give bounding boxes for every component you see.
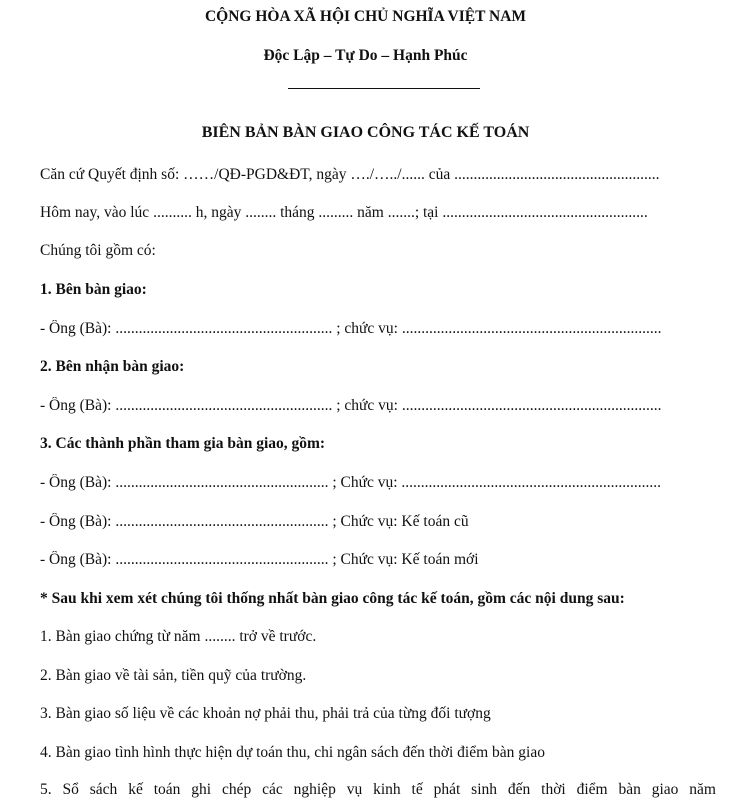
section-3-heading: 3. Các thành phần tham gia bàn giao, gồm: bbox=[40, 435, 326, 452]
handover-item-1: 1. Bàn giao chứng từ năm ........ trở về trước. bbox=[40, 628, 317, 645]
section-3-person-1: - Ông (Bà): ....................................................... ; Chức vụ: ................................................................... bbox=[40, 474, 662, 491]
section-1-person: - Ông (Bà): ........................................................ ; chức vụ: ................................................................... bbox=[40, 320, 662, 337]
handover-item-4: 4. Bàn giao tình hình thực hiện dự toán thu, chi ngân sách đến thời điểm bàn giao bbox=[40, 744, 545, 761]
motto-underline bbox=[288, 88, 480, 89]
handover-item-3: 3. Bàn giao số liệu về các khoản nợ phải thu, phải trả của từng đối tượng bbox=[40, 705, 491, 722]
section-2-person: - Ông (Bà): ........................................................ ; chức vụ: ................................................................... bbox=[40, 397, 662, 414]
handover-item-5: 5. Sổ sách kế toán ghi chép các nghiệp vụ kinh tế phát sinh đến thời điểm bàn giao năm bbox=[40, 781, 716, 798]
decision-basis-line: Căn cứ Quyết định số: ……/QĐ-PGD&ĐT, ngày …./…../...... của ..................................................... bbox=[40, 166, 660, 183]
national-title: CỘNG HÒA XÃ HỘI CHỦ NGHĨA VIỆT NAM bbox=[204, 8, 527, 25]
document-title: BIÊN BẢN BÀN GIAO CÔNG TÁC KẾ TOÁN bbox=[201, 124, 530, 141]
time-place-line: Hôm nay, vào lúc .......... h, ngày ........ tháng ......... năm .......; tại ..................................................... bbox=[40, 204, 648, 221]
section-2-heading: 2. Bên nhận bàn giao: bbox=[40, 358, 185, 375]
section-3-person-2: - Ông (Bà): ....................................................... ; Chức vụ: Kế toán cũ bbox=[40, 513, 469, 530]
participants-intro: Chúng tôi gồm có: bbox=[40, 242, 156, 259]
national-motto: Độc Lập – Tự Do – Hạnh Phúc bbox=[263, 47, 468, 64]
handover-item-2: 2. Bàn giao về tài sản, tiền quỹ của trường. bbox=[40, 667, 307, 684]
section-1-heading: 1. Bên bàn giao: bbox=[40, 281, 147, 298]
agreement-heading: * Sau khi xem xét chúng tôi thống nhất bàn giao công tác kế toán, gồm các nội dung sau: bbox=[40, 590, 625, 607]
section-3-person-3: - Ông (Bà): ....................................................... ; Chức vụ: Kế toán mới bbox=[40, 551, 479, 568]
